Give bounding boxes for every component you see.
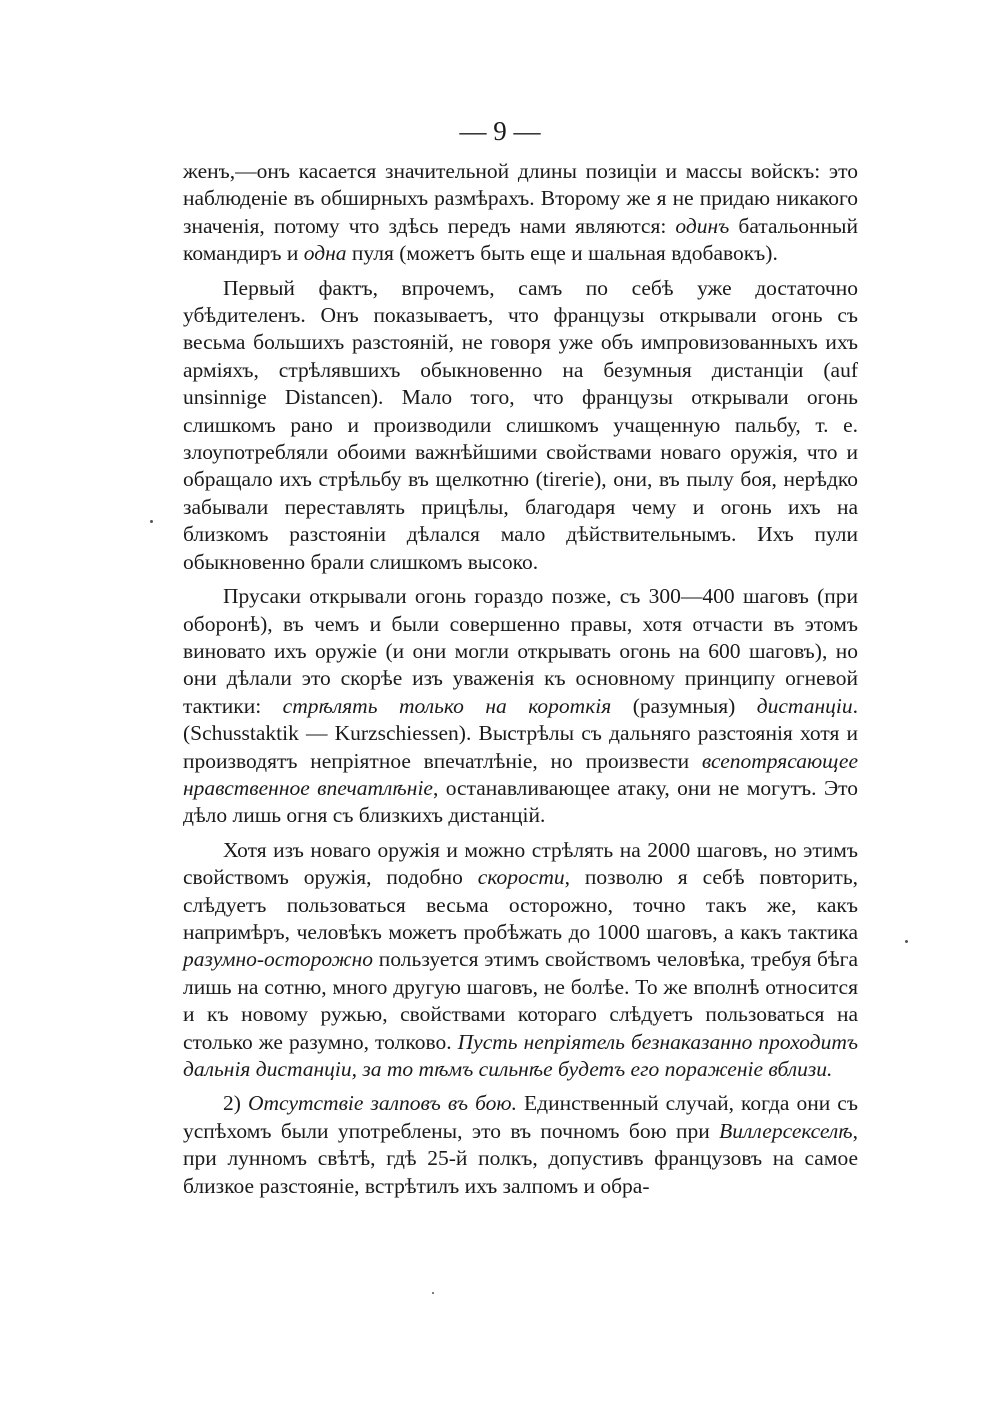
italic-text: Пусть непріятель безнаказанно проходитъ дальнія дистанціи, за то тѣмъ сильнѣе будетъ его пораженіе вблизи.: [183, 1029, 859, 1081]
paragraph: [183, 837, 858, 1084]
body-text-run: , при лунномъ свѣтѣ, гдѣ 25-й полкъ, допустивъ французовъ на самое близкое разстояніе, встрѣтилъ ихъ залпомъ и обра-: [183, 1118, 858, 1198]
body-text-run: Прусаки открывали огонь гораздо позже, съ 300—400 шаговъ (при оборонѣ), въ чемъ и были совершенно правы, хотя отчасти въ этомъ виновато ихъ оружіе (и они могли открывать огонь на 600 шаговъ), но они дѣлали это скорѣе изъ уваженія къ основному принципу огневой тактики:: [183, 584, 858, 718]
italic-text: Виллерсекселѣ: [719, 1118, 853, 1143]
italic-text: дистанціи: [756, 693, 853, 718]
italic-text: Отсутствіе залповъ въ бою.: [248, 1091, 517, 1116]
italic-text: стрѣлять только на короткія: [282, 693, 612, 718]
body-text-run: Единственный случай, когда они съ успѣхомъ были употреблены, это въ почномъ бою при: [183, 1091, 858, 1143]
body-text: [183, 158, 858, 1207]
paragraph: [183, 275, 858, 576]
body-text-run: женъ,—онъ касается значительной длины позиціи и массы войскъ: это наблюденіе въ обширныхъ размѣрахъ. Второму же я не придаю никакого значенія, потому что здѣсь передъ нами являются:: [183, 159, 858, 238]
body-text-run: пользуется этимъ свойствомъ человѣка, требуя бѣга лишь на сотню, много другую шаговъ, не болѣе. То же вполнѣ относится и къ новому ружью, свойствами котораго слѣдуетъ пользоваться на столько же разумно, толково.: [183, 947, 858, 1054]
italic-text: скорости: [477, 865, 565, 890]
body-text-run: . (Schusstaktik — Kurzschiessen). Выстрѣлы съ дальняго разстоянія хотя и производятъ непріятное впечатлѣніе, но произвести: [183, 693, 858, 773]
paragraph: [183, 583, 858, 830]
body-text-run: , позволю я себѣ повторить, слѣдуетъ пользоваться весьма осторожно, точно такъ же, какъ напримѣръ, человѣкъ можетъ пробѣжать до 1000 шаговъ, а какъ тактика: [183, 865, 858, 944]
page-number: — 9 —: [459, 116, 541, 146]
body-text-run: Первый фактъ, впрочемъ, самъ по себѣ уже достаточно убѣдителенъ. Онъ показываетъ, что французы открывали огонь съ весьма большихъ разстояній, не говоря уже объ импровизованныхъ ихъ арміяхъ, стрѣлявшихъ обыкновенно на безумныя дистанціи (auf unsinnige Distancen). Мало того, что французы открывали огонь слишкомъ рано и производили слишкомъ учащенную пальбу, т. е. злоупотребляли обоими важнѣйшими свойствами новаго оружія, что и обращало ихъ стрѣльбу въ щелкотню (tirerie), они, въ пылу боя, нерѣдко забывали переставлять прицѣлы, благодаря чему и огонь ихъ на близкомъ разстояніи дѣлался мало дѣйствительнымъ. Ихъ пули обыкновенно брали слишкомъ высоко.: [183, 275, 858, 574]
scan-speck: [150, 520, 153, 523]
italic-text: всепотрясающее нравственное впечатлѣніе: [183, 748, 858, 800]
italic-text: разумно-осторожно: [183, 947, 373, 972]
body-text-run: , останавливающее атаку, они не могутъ. Это дѣло лишь огня съ близкихъ дистанцій.: [183, 775, 859, 828]
body-text-run: батальонный командиръ и: [183, 213, 858, 266]
body-text-run: пуля (можетъ быть еще и шальная вдобавокъ).: [346, 241, 778, 266]
scan-speck: [905, 940, 908, 943]
scan-speck: [432, 1292, 434, 1294]
body-text-run: (разумныя): [611, 693, 757, 718]
body-text-run: 2): [223, 1091, 248, 1116]
body-text-run: Хотя изъ новаго оружія и можно стрѣлять на 2000 шаговъ, но этимъ свойствомъ оружія, подобно: [183, 837, 858, 890]
paragraph: [183, 158, 858, 268]
paragraph: [183, 1090, 858, 1200]
italic-text: одинъ: [675, 213, 730, 238]
italic-text: одна: [303, 241, 347, 266]
